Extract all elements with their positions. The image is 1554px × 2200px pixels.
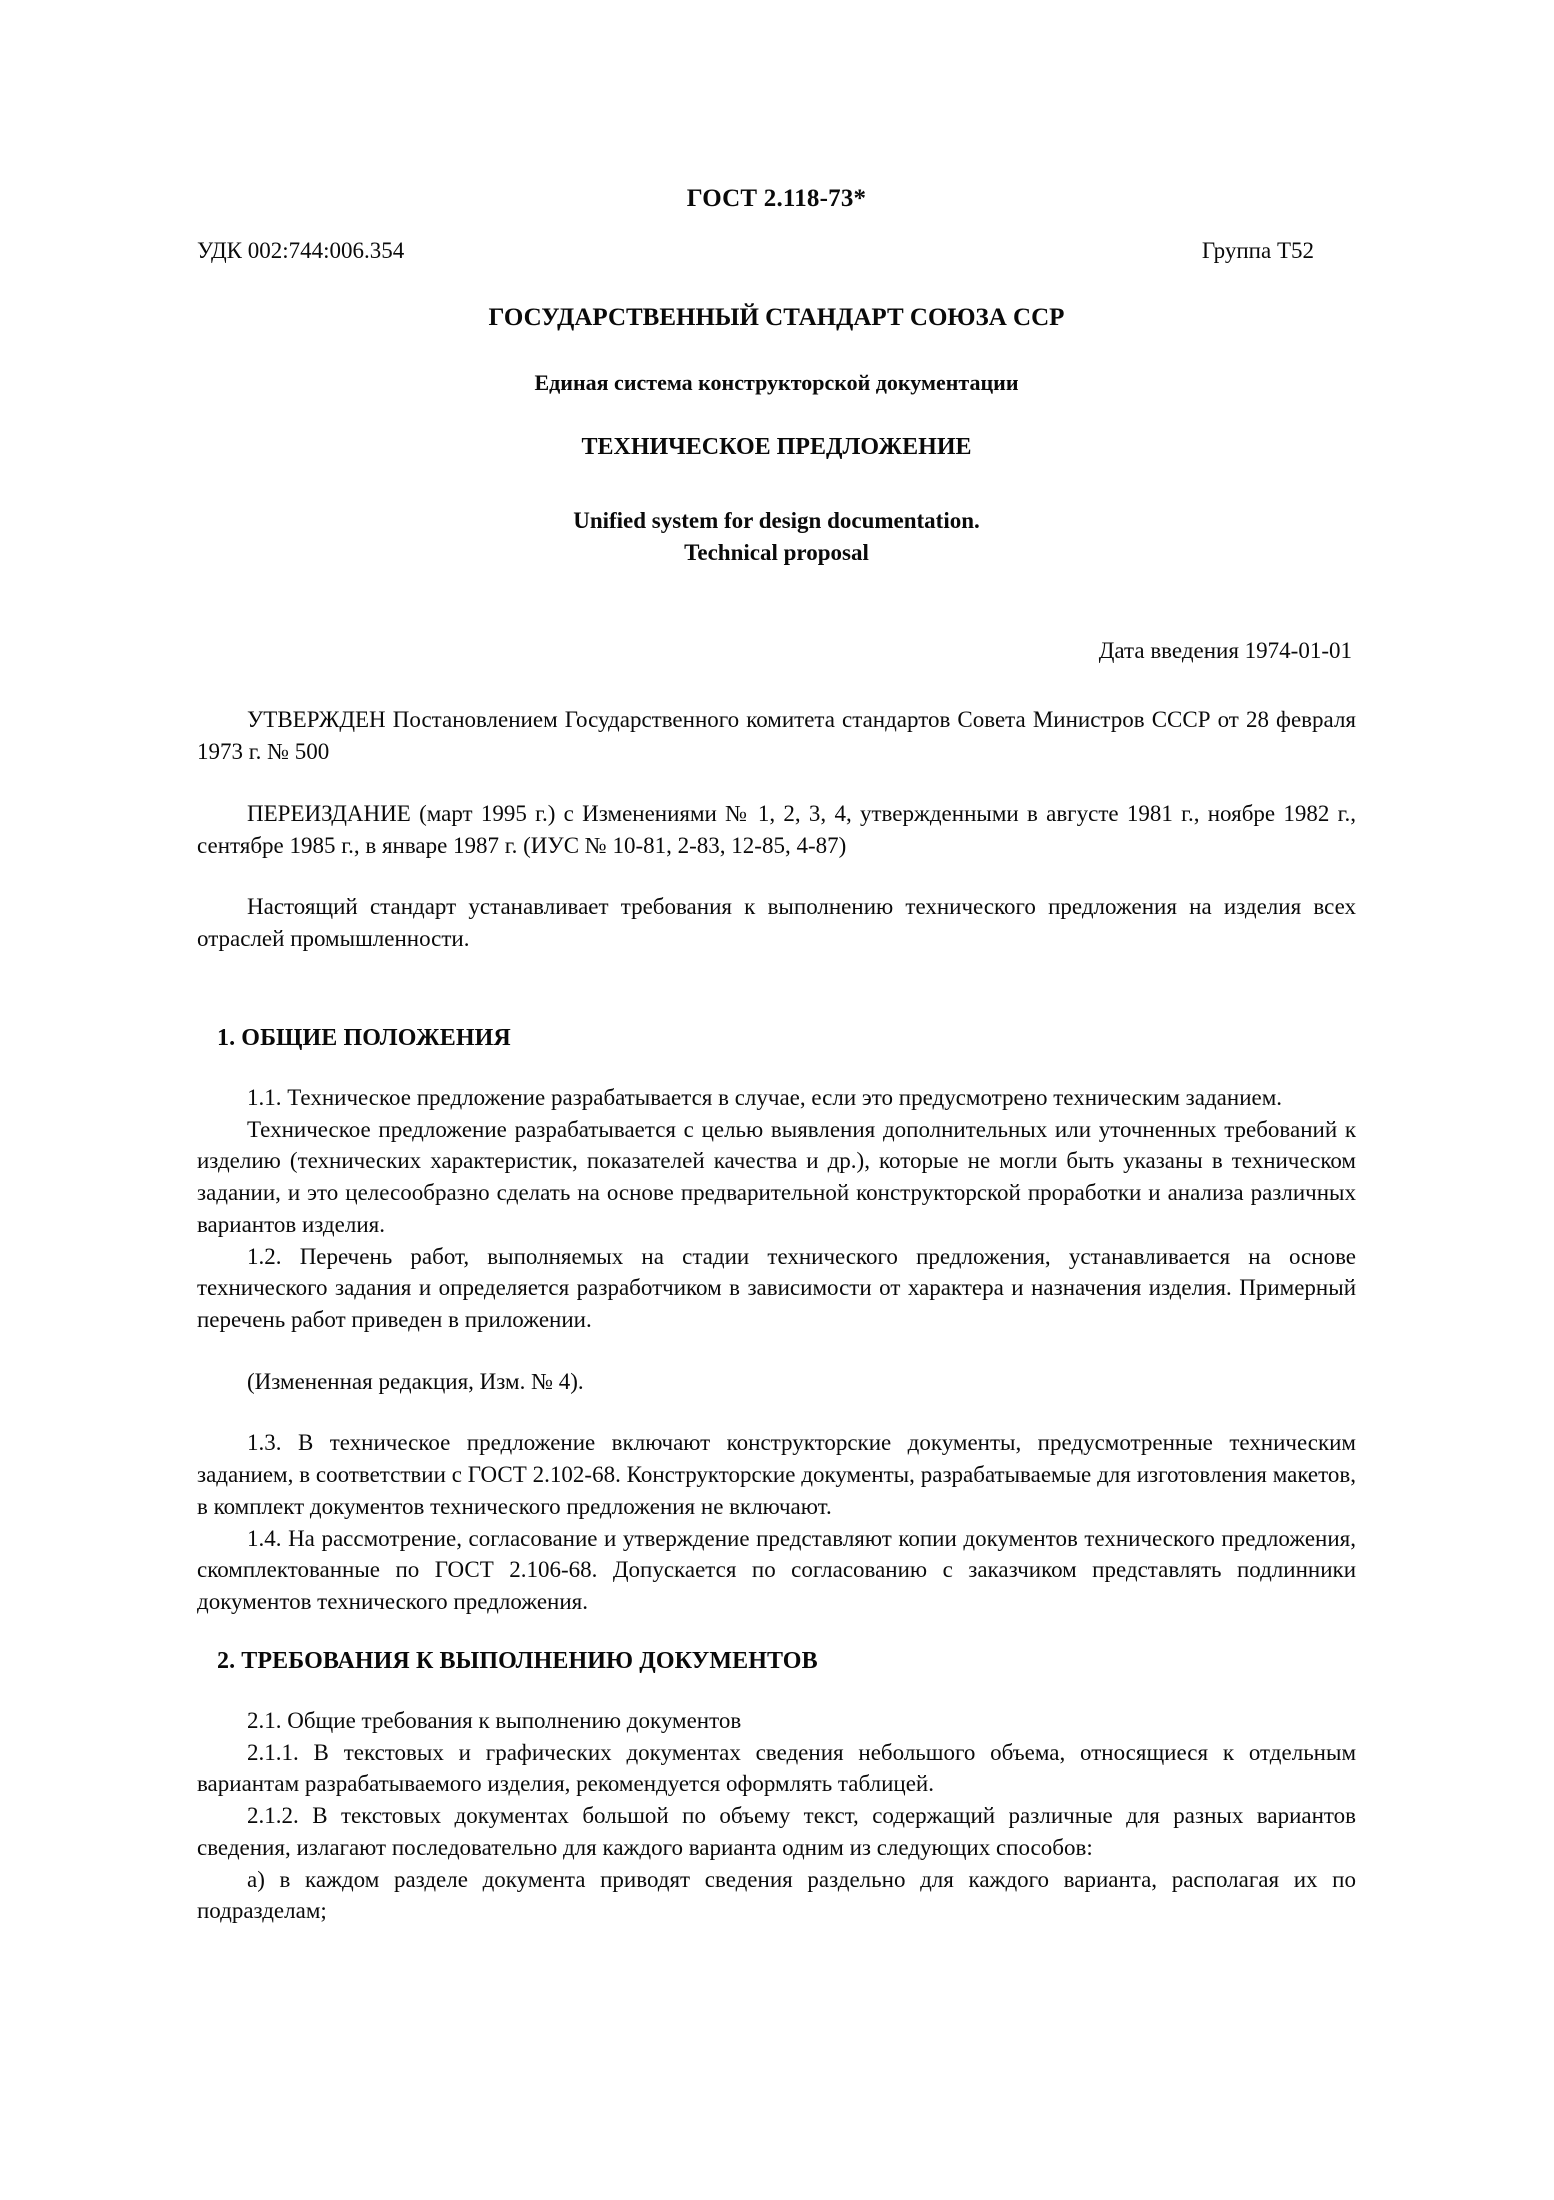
udk-code: УДК 002:744:006.354 [197, 238, 405, 263]
section-2-heading: 2. ТРЕБОВАНИЯ К ВЫПОЛНЕНИЮ ДОКУМЕНТОВ [217, 1647, 818, 1674]
paragraph-1-3: 1.3. В техническое предложение включают конструкторские документы, предусмотренные техническим заданием, в соответствии с ГОСТ 2.102-68. Конструкторские документы, разрабатываемые для изготовления макетов, в комплект документов технического предложения не включают. [197, 1430, 1356, 1519]
udk-group-row [197, 238, 1356, 264]
spacer [197, 1336, 1356, 1366]
spacer [197, 955, 1356, 995]
introduction-date: Дата введения 1974-01-01 [1098, 638, 1352, 664]
system-title: Единая система конструкторской документации [534, 370, 1019, 395]
paragraph-2-1: 2.1. Общие требования к выполнению документов [247, 1707, 742, 1733]
standard-number: ГОСТ 2.118-73* [686, 185, 867, 212]
spacer [197, 1675, 1356, 1705]
state-standard-title: ГОСУДАРСТВЕННЫЙ СТАНДАРТ СОЮЗА ССР [488, 304, 1065, 331]
english-title [197, 505, 1356, 568]
paragraph-2-1-2: 2.1.2. В текстовых документах большой по объему текст, содержащий различные для разных вариантов сведения, излагают последовательно для каждого варианта одним из следующих способов: [197, 1803, 1356, 1860]
english-title-line2: Technical proposal [684, 539, 869, 565]
list-item-a: а) в каждом разделе документа приводят сведения раздельно для каждого варианта, располагая их по подразделам; [197, 1866, 1356, 1924]
republication-paragraph: ПЕРЕИЗДАНИЕ (март 1995 г.) с Изменениями № 1, 2, 3, 4, утвержденными в августе 1981 г., ноябре 1982 г., сентябре 1985 г., в январе 1987 г. (ИУС № 10-81, 2-83, 12-85, 4-87) [197, 800, 1356, 858]
document-content [197, 0, 1356, 1927]
english-title-line1: Unified system for design documentation. [573, 508, 980, 533]
paragraph-2-1-1: 2.1.1. В текстовых и графических документах сведения небольшого объема, относящиеся к отдельным вариантам разрабатываемого изделия, рекомендуется оформлять таблицей. [197, 1739, 1356, 1797]
paragraph-1-1: 1.1. Техническое предложение разрабатывается в случае, если это предусмотрено техническим заданием. [247, 1084, 1283, 1110]
spacer [197, 1052, 1356, 1082]
amendment-note-1: (Измененная редакция, Изм. № 4). [247, 1368, 584, 1394]
section-1-heading: 1. ОБЩИЕ ПОЛОЖЕНИЯ [217, 1024, 511, 1051]
spacer [197, 1618, 1356, 1648]
spacer [197, 1397, 1356, 1427]
paragraph-1-4: 1.4. На рассмотрение, согласование и утверждение представляют копии документов технического предложения, скомплектованные по ГОСТ 2.106-68. Допускается по согласованию с заказчиком представлять подлинники документов технического предложения. [197, 1525, 1356, 1615]
group-code: Группа Т52 [1201, 238, 1314, 263]
scope-paragraph: Настоящий стандарт устанавливает требования к выполнению технического предложения на изделия всех отраслей промышленности. [197, 894, 1356, 952]
spacer [197, 995, 1356, 1025]
document-title: ТЕХНИЧЕСКОЕ ПРЕДЛОЖЕНИЕ [581, 434, 972, 460]
paragraph-1-2: 1.2. Перечень работ, выполняемых на стадии технического предложения, устанавливается на основе технического задания и определяется разработчиком в зависимости от характера и назначения изделия. Примерный перечень работ приведен в приложении. [197, 1243, 1356, 1333]
spacer [197, 861, 1356, 891]
spacer [197, 768, 1356, 798]
paragraph-1-1-cont: Техническое предложение разрабатывается с целью выявления дополнительных или уточненных требований к изделию (технических характеристик, показателей качества и др.), которые не могли быть указаны в техническом задании, и это целесообразно сделать на основе предварительной конструкторской проработки и анализа различных вариантов изделия. [197, 1116, 1356, 1237]
approval-paragraph: УТВЕРЖДЕН Постановлением Государственного комитета стандартов Совета Министров СССР от 28 февраля 1973 г. № 500 [197, 707, 1356, 765]
spacer [197, 664, 1356, 704]
